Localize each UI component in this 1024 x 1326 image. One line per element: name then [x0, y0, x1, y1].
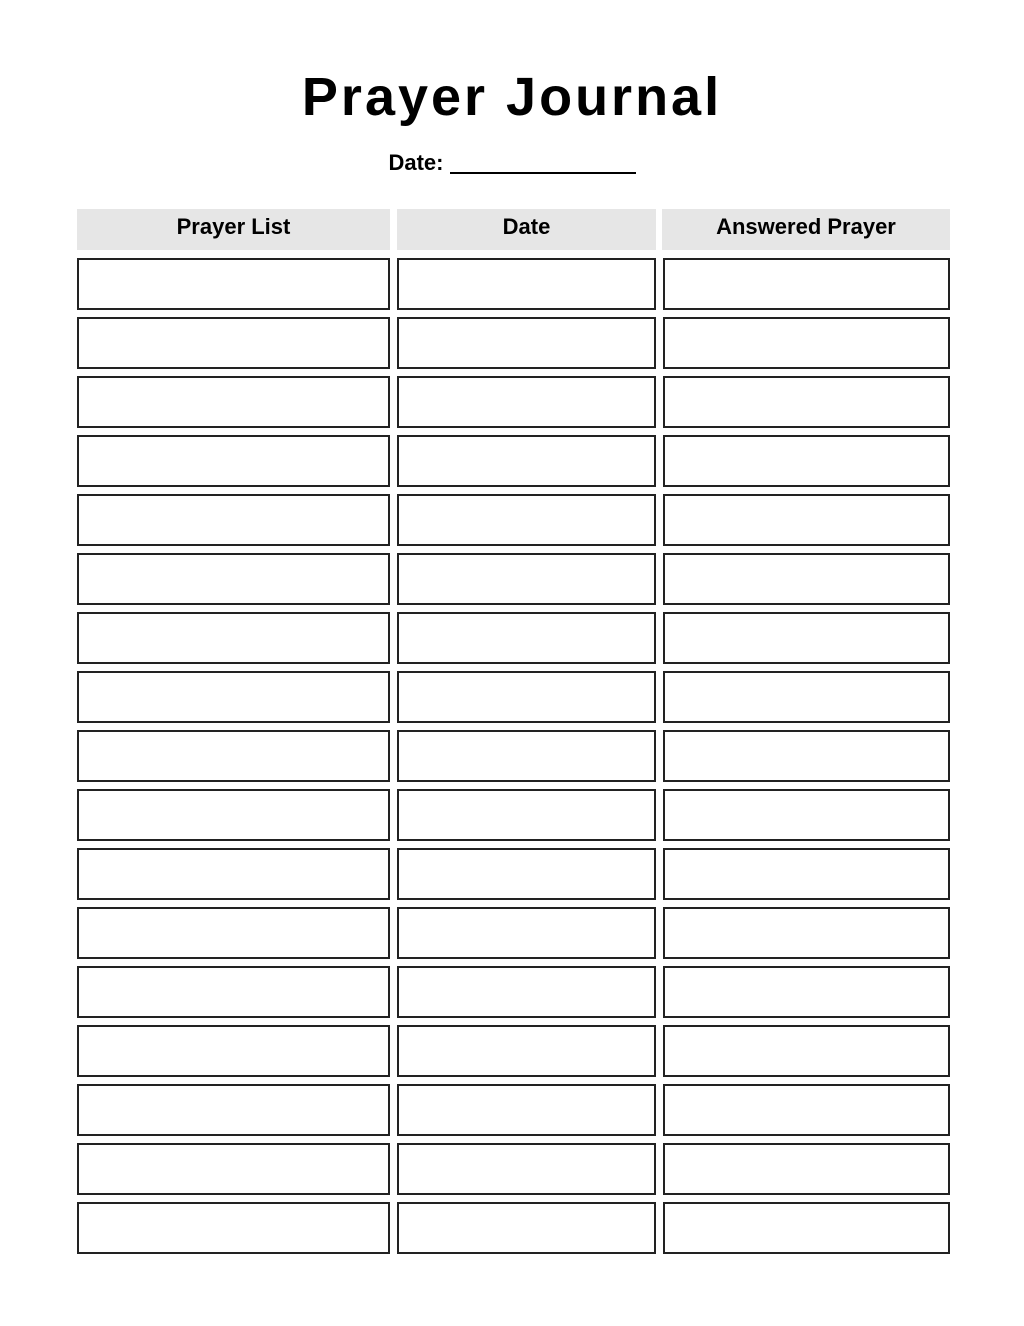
date-cell[interactable]	[397, 553, 656, 605]
prayer-list-cell[interactable]	[77, 258, 390, 310]
date-cell[interactable]	[397, 671, 656, 723]
date-cell[interactable]	[397, 376, 656, 428]
answered-prayer-cell[interactable]	[663, 730, 950, 782]
prayer-list-cell[interactable]	[77, 317, 390, 369]
prayer-list-cell[interactable]	[77, 907, 390, 959]
date-cell[interactable]	[397, 435, 656, 487]
date-cell[interactable]	[397, 907, 656, 959]
date-cell[interactable]	[397, 848, 656, 900]
answered-prayer-cell[interactable]	[663, 1143, 950, 1195]
prayer-list-cell[interactable]	[77, 553, 390, 605]
date-label: Date:	[388, 150, 444, 175]
answered-prayer-cell[interactable]	[663, 258, 950, 310]
answered-prayer-cell[interactable]	[663, 848, 950, 900]
answered-prayer-cell[interactable]	[663, 435, 950, 487]
answered-prayer-cell[interactable]	[663, 1202, 950, 1254]
prayer-list-cell[interactable]	[77, 730, 390, 782]
column-header-answered-prayer: Answered Prayer	[662, 209, 950, 250]
date-cell[interactable]	[397, 1202, 656, 1254]
date-field	[0, 146, 1024, 177]
prayer-list-cell[interactable]	[77, 376, 390, 428]
date-cell[interactable]	[397, 730, 656, 782]
answered-prayer-cell[interactable]	[663, 907, 950, 959]
answered-prayer-cell[interactable]	[663, 317, 950, 369]
date-cell[interactable]	[397, 494, 656, 546]
date-cell[interactable]	[397, 1143, 656, 1195]
column-header-prayer-list: Prayer List	[77, 209, 390, 250]
answered-prayer-cell[interactable]	[663, 553, 950, 605]
answered-prayer-cell[interactable]	[663, 671, 950, 723]
answered-prayer-cell[interactable]	[663, 1025, 950, 1077]
prayer-list-cell[interactable]	[77, 612, 390, 664]
answered-prayer-cell[interactable]	[663, 494, 950, 546]
answered-prayer-cell[interactable]	[663, 966, 950, 1018]
prayer-list-cell[interactable]	[77, 494, 390, 546]
answered-prayer-cell[interactable]	[663, 1084, 950, 1136]
prayer-list-cell[interactable]	[77, 1143, 390, 1195]
answered-prayer-cell[interactable]	[663, 612, 950, 664]
column-header-date: Date	[397, 209, 656, 250]
date-cell[interactable]	[397, 258, 656, 310]
prayer-list-cell[interactable]	[77, 1025, 390, 1077]
page-title: Prayer Journal	[301, 67, 723, 127]
prayer-list-cell[interactable]	[77, 1202, 390, 1254]
prayer-list-cell[interactable]	[77, 789, 390, 841]
prayer-list-cell[interactable]	[77, 848, 390, 900]
date-input-line[interactable]	[450, 150, 636, 174]
answered-prayer-cell[interactable]	[663, 376, 950, 428]
prayer-list-cell[interactable]	[77, 1084, 390, 1136]
answered-prayer-cell[interactable]	[663, 789, 950, 841]
prayer-list-cell[interactable]	[77, 966, 390, 1018]
date-cell[interactable]	[397, 1025, 656, 1077]
prayer-list-cell[interactable]	[77, 671, 390, 723]
date-cell[interactable]	[397, 789, 656, 841]
date-cell[interactable]	[397, 966, 656, 1018]
date-cell[interactable]	[397, 1084, 656, 1136]
prayer-list-cell[interactable]	[77, 435, 390, 487]
date-cell[interactable]	[397, 612, 656, 664]
date-cell[interactable]	[397, 317, 656, 369]
